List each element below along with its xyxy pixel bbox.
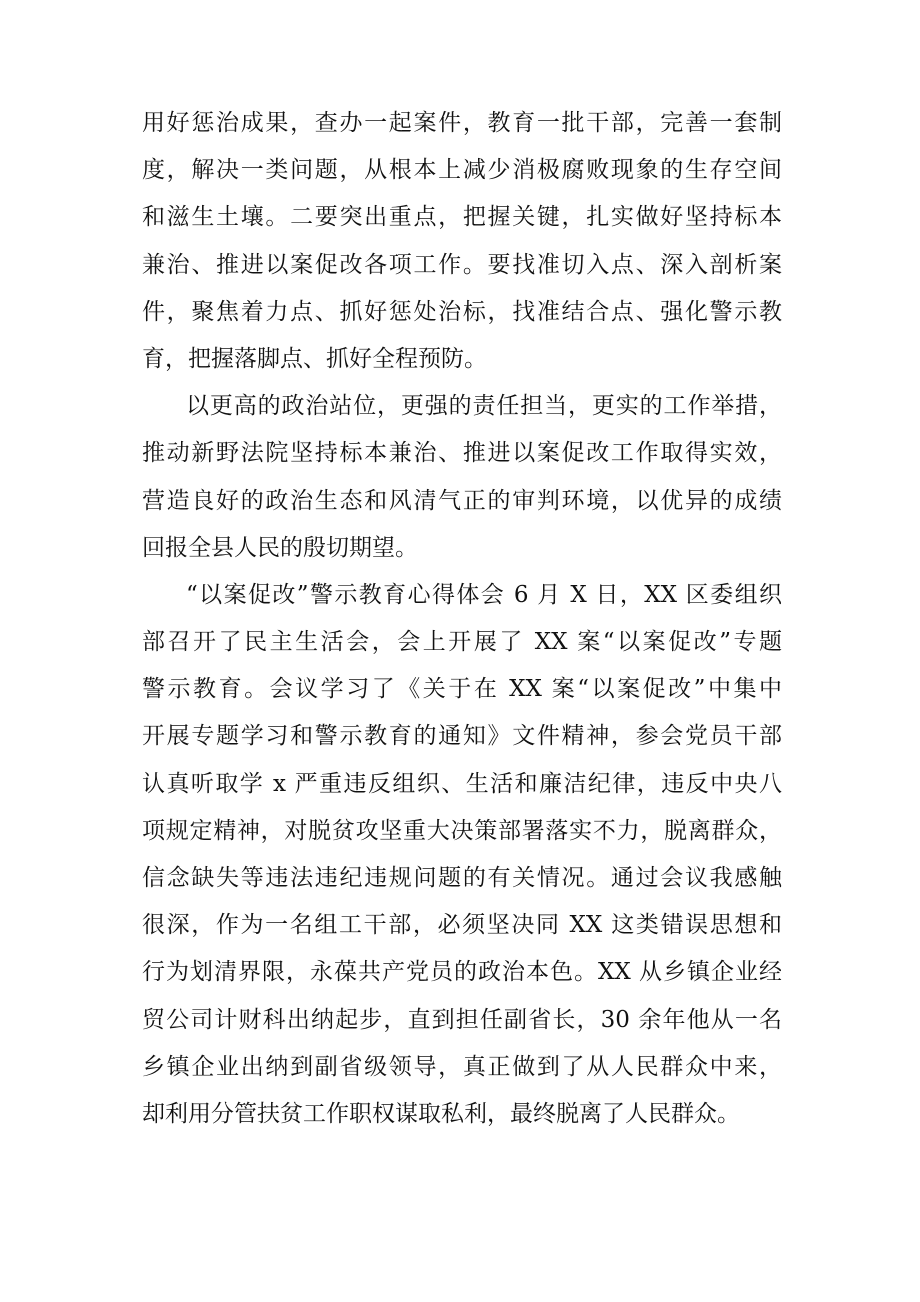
text-line: 开展专题学习和警示教育的通知》文件精神，参会党员干部 [142,723,782,750]
text-line: “以案促改”警示教育心得体会 6 月 X 日，XX 区委组织 [186,581,782,608]
text-line: 推动新野法院坚持标本兼治、推进以案促改工作取得实效， [142,440,782,467]
text-line: 件，聚焦着力点、抓好惩处治标，找准结合点、强化警示教 [142,298,782,325]
text-line: 警示教育。会议学习了《关于在 XX 案“以案促改”中集中 [142,676,782,703]
text-line: 回报全县人民的殷切期望。 [142,534,418,561]
text-line: 行为划清界限，永葆共产党员的政治本色。XX 从乡镇企业经 [142,959,782,986]
text-line: 认真听取学 x 严重违反组织、生活和廉洁纪律，违反中央八 [142,770,782,797]
paragraph-3 [142,572,782,1138]
text-line: 很深，作为一名组工干部，必须坚决同 XX 这类错误思想和 [142,912,782,939]
paragraph-2 [142,383,782,572]
text-line: 营造良好的政治生态和风清气正的审判环境，以优异的成绩 [142,487,782,514]
text-line: 项规定精神，对脱贫攻坚重大决策部署落实不力，脱离群众， [142,817,782,844]
text-line: 乡镇企业出纳到副省级领导，真正做到了从人民群众中来， [142,1053,782,1080]
text-line: 以更高的政治站位，更强的责任担当，更实的工作举措， [186,393,782,420]
document-body [142,100,782,1138]
text-line: 却利用分管扶贫工作职权谋取私利，最终脱离了人民群众。 [142,1100,740,1127]
text-line: 育，把握落脚点、抓好全程预防。 [142,345,487,372]
paragraph-1 [142,100,782,383]
text-line: 度，解决一类问题，从根本上减少消极腐败现象的生存空间 [142,157,782,184]
text-line: 部召开了民主生活会，会上开展了 XX 案“以案促改”专题 [142,629,782,656]
text-line: 信念缺失等违法违纪违规问题的有关情况。通过会议我感触 [142,865,782,891]
text-line: 兼治、推进以案促改各项工作。要找准切入点、深入剖析案 [142,251,782,278]
text-line: 和滋生土壤。二要突出重点，把握关键，扎实做好坚持标本 [142,204,782,231]
text-line: 贸公司计财科出纳起步，直到担任副省长，30 余年他从一名 [142,1006,782,1033]
text-line: 用好惩治成果，查办一起案件，教育一批干部，完善一套制 [142,110,782,136]
